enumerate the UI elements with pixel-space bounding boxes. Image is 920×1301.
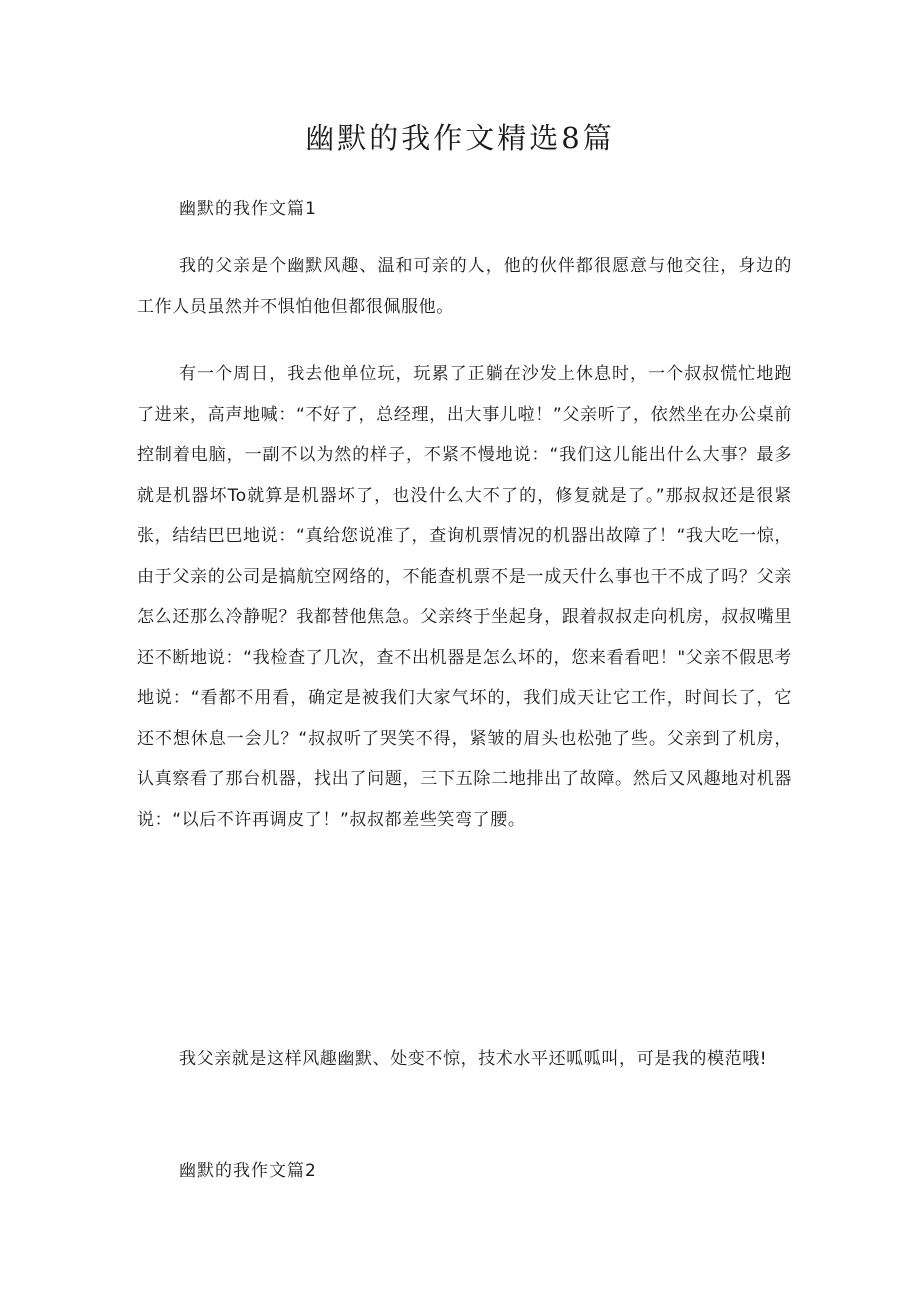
paragraph: 我的父亲是个幽默风趣、温和可亲的人，他的伙伴都很愿意与他交往，身边的工作人员虽然并不惧怕他但都很佩服他。 (137, 256, 792, 317)
paragraph: 我父亲就是这样风趣幽默、处变不惊，技术水平还呱呱叫，可是我的模范哦! (179, 1049, 768, 1069)
paragraph: 有一个周日，我去他单位玩，玩累了正躺在沙发上休息时，一个叔叔慌忙地跑了进来，高声地喊：“不好了，总经理，出大事儿啦！”父亲听了，依然坐在办公桌前控制着电脑，一副不以为然的样子，不紧不慢地说：“我们这儿能出什么大事？最多就是机器坏To就算是机器坏了，也没什么大不了的，修复就是了。”那叔叔还是很紧张，结结巴巴地说：“真给您说准了，查询机票情况的机器出故障了！“我大吃一惊，由于父亲的公司是搞航空网络的，不能查机票不是一成天什么事也干不成了吗？父亲怎么还那么冷静呢？我都替他焦急。父亲终于坐起身，跟着叔叔走向机房，叔叔嘴里还不断地说：“我检查了几次，查不出机器是怎么坏的，您来看看吧！"父亲不假思考地说：“看都不用看，确定是被我们大家气坏的，我们成天让它工作，时间长了，它还不想休息一会儿？“叔叔听了哭笑不得，紧皱的眉头也松弛了些。父亲到了机房，认真察看了那台机器，找出了问题，三下五除二地排出了故障。然后又风趣地对机器说：“以后不许再调皮了！”叔叔都差些笑弯了腰。 (137, 364, 792, 830)
section-heading-2: 幽默的我作文篇2 (179, 1161, 317, 1181)
section-heading-1: 幽默的我作文篇1 (179, 199, 317, 219)
document-title: 幽默的我作文精选8篇 (305, 121, 615, 155)
